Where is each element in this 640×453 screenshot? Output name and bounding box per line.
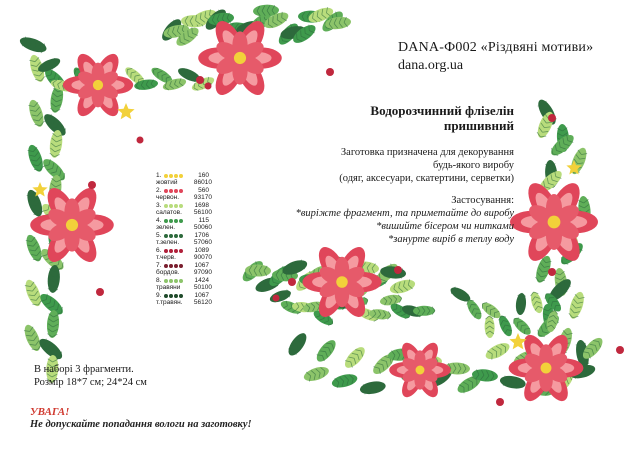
berry-shape xyxy=(496,398,504,406)
berry-shape xyxy=(394,266,402,274)
warning-text: Не допускайте попадання вологи на заготовку! xyxy=(30,419,252,430)
legend-bead-count: 1706 xyxy=(194,232,209,239)
legend-row xyxy=(156,172,212,187)
legend-bead-code: 56100 xyxy=(193,209,212,216)
bead-swatch-icon xyxy=(164,233,184,238)
leaf-shape xyxy=(313,337,339,365)
leaf-shape xyxy=(18,34,48,55)
legend-bead-code: 93170 xyxy=(193,194,212,201)
bead-color-legend xyxy=(156,172,212,307)
legend-number: 7. xyxy=(156,262,162,269)
legend-row xyxy=(156,202,212,217)
kit-info xyxy=(34,363,147,389)
legend-color-name: бордов. xyxy=(156,269,180,276)
legend-color-name: салатов. xyxy=(156,209,182,216)
berry-shape xyxy=(548,268,556,276)
bottom-right-corner-fragment xyxy=(285,97,624,406)
legend-row xyxy=(156,232,212,247)
leaf-shape xyxy=(23,233,44,263)
legend-row xyxy=(156,247,212,262)
description-line: Заготовка призначена для декорування xyxy=(340,147,514,158)
legend-row xyxy=(156,292,212,307)
legend-row xyxy=(156,277,212,292)
leaf-shape xyxy=(483,340,512,362)
star-shape xyxy=(509,333,526,349)
berry-shape xyxy=(137,137,144,144)
usage-title: Застосування: xyxy=(451,195,514,206)
legend-number: 2. xyxy=(156,187,162,194)
kit-size: Розмір 18*7 см; 24*24 см xyxy=(34,377,147,388)
website-link[interactable]: dana.org.ua xyxy=(398,58,464,73)
material-heading-line1: Водорозчинний флізелін xyxy=(370,103,514,118)
legend-bead-count: 115 xyxy=(198,217,209,224)
legend-bead-count: 1067 xyxy=(194,262,209,269)
berry-shape xyxy=(273,295,280,302)
berry-shape xyxy=(96,288,104,296)
legend-bead-code: 56120 xyxy=(193,299,212,306)
berry-shape xyxy=(326,68,334,76)
legend-bead-count: 560 xyxy=(198,187,209,194)
legend-color-name: травяни xyxy=(156,284,181,291)
berry-shape xyxy=(616,346,624,354)
berry-shape xyxy=(548,114,556,122)
leaf-shape xyxy=(22,278,44,308)
leaf-shape xyxy=(529,290,545,314)
bead-swatch-icon xyxy=(164,293,184,298)
leaf-shape xyxy=(342,344,369,371)
bead-swatch-icon xyxy=(164,218,184,223)
bead-swatch-icon xyxy=(164,188,184,193)
star-shape xyxy=(117,103,134,119)
legend-bead-count: 1698 xyxy=(194,202,209,209)
description-line: будь-якого виробу xyxy=(433,160,514,171)
leaf-shape xyxy=(21,323,43,353)
legend-bead-count: 1424 xyxy=(194,277,209,284)
legend-row xyxy=(156,217,212,232)
legend-color-name: т.травян. xyxy=(156,299,183,306)
description-line: (одяг, аксесуари, скатертини, серветки) xyxy=(339,173,514,184)
material-heading xyxy=(330,103,514,133)
bead-swatch-icon xyxy=(164,263,184,268)
berry-shape xyxy=(196,76,204,84)
leaf-shape xyxy=(285,330,310,358)
legend-bead-code: 57060 xyxy=(193,239,212,246)
usage-instructions xyxy=(290,194,514,246)
legend-number: 1. xyxy=(156,172,162,179)
usage-step: *виріжте фрагмент, та приметайте до виробу xyxy=(295,208,514,219)
legend-color-name: т.зелен. xyxy=(156,239,180,246)
legend-number: 5. xyxy=(156,232,162,239)
leaf-shape xyxy=(359,380,387,396)
legend-color-name: червон. xyxy=(156,194,180,201)
leaf-shape xyxy=(26,98,46,128)
bead-swatch-icon xyxy=(164,278,184,283)
bead-swatch-icon xyxy=(164,248,184,253)
legend-row xyxy=(156,262,212,277)
usage-step: *вишийте бісером чи нитками xyxy=(376,221,514,232)
legend-number: 9. xyxy=(156,292,162,299)
leaf-shape xyxy=(25,143,45,173)
legend-bead-count: 1089 xyxy=(194,247,209,254)
legend-color-name: зелен. xyxy=(156,224,176,231)
poinsettia-flower xyxy=(389,339,451,400)
middle-strip-fragment xyxy=(239,243,435,328)
usage-step: *занурте виріб в теплу воду xyxy=(388,234,514,245)
legend-number: 4. xyxy=(156,217,162,224)
product-title: DANA-Ф002 «Різдвяні мотиви» xyxy=(398,40,594,55)
legend-bead-count: 160 xyxy=(198,172,209,179)
description xyxy=(290,146,514,185)
leaf-shape xyxy=(388,277,416,296)
legend-color-name: т.черв. xyxy=(156,254,176,261)
legend-bead-code: 86010 xyxy=(193,179,212,186)
legend-number: 6. xyxy=(156,247,162,254)
legend-bead-code: 50060 xyxy=(193,224,212,231)
berry-shape xyxy=(288,278,296,286)
leaf-shape xyxy=(302,364,330,383)
poinsettia-flower xyxy=(510,178,598,265)
leaf-shape xyxy=(484,316,495,338)
legend-bead-code: 90070 xyxy=(193,254,212,261)
kit-count: В наборі 3 фрагменти. xyxy=(34,364,134,375)
legend-row xyxy=(156,187,212,202)
leaf-shape xyxy=(567,290,587,320)
berry-shape xyxy=(205,83,212,90)
berry-shape xyxy=(88,181,96,189)
legend-number: 8. xyxy=(156,277,162,284)
leaf-shape xyxy=(511,315,534,337)
material-heading-line2: пришивний xyxy=(443,118,514,133)
bead-swatch-icon xyxy=(164,173,184,178)
warning-title: УВАГА! xyxy=(30,406,70,418)
legend-bead-count: 1067 xyxy=(194,292,209,299)
legend-bead-code: 97090 xyxy=(193,269,212,276)
legend-number: 3. xyxy=(156,202,162,209)
legend-color-name: жовтий xyxy=(156,179,178,186)
bead-swatch-icon xyxy=(164,203,184,208)
legend-bead-code: 50100 xyxy=(193,284,212,291)
leaf-shape xyxy=(515,293,527,316)
leaf-shape xyxy=(331,372,359,390)
